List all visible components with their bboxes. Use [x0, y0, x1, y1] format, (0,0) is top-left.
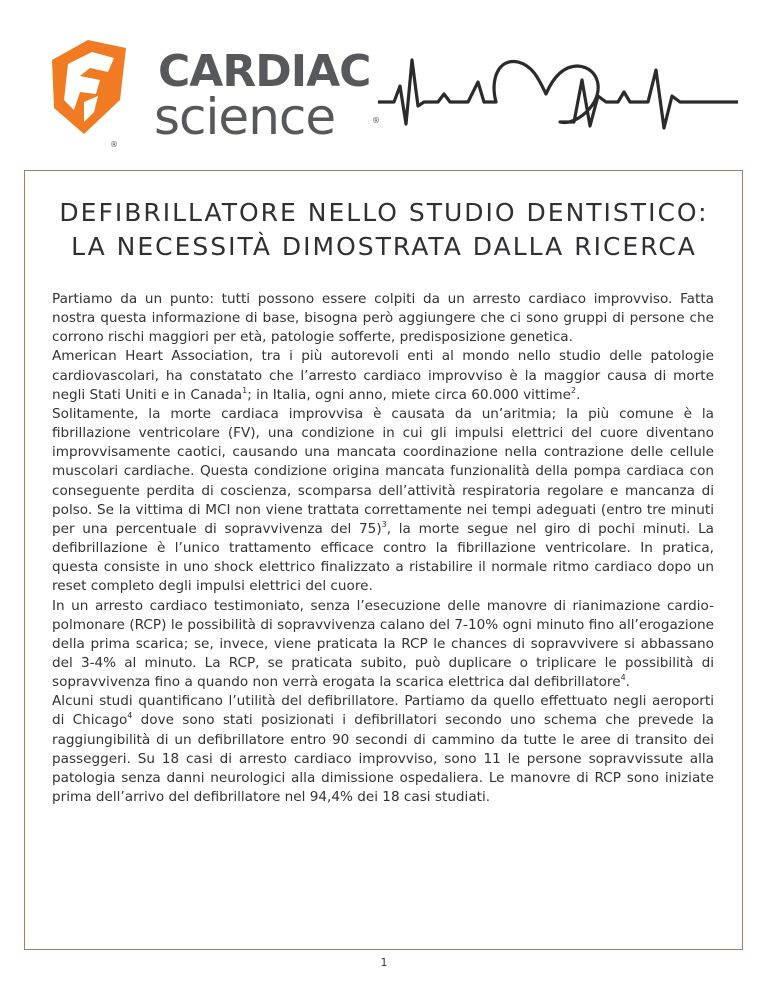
footnote-ref: 4	[620, 673, 626, 683]
title-line-1: DEFIBRILLATORE NELLO STUDIO DENTISTICO:	[59, 198, 709, 227]
article-body	[52, 290, 714, 807]
cardiac-science-logo	[44, 38, 384, 149]
paragraph-rcp: In un arresto cardiaco testimoniato, senza l’esecuzione delle manovre di rianimazione cardio-polmonare (RCP) le possibilità di sopravvivenza calano del 7-10% ogni minuto fino all’erogazione della prima scarica; se, invece, viene praticata la RCP le chances di sopravvivere si abbassano del 3-4% al minuto. La RCP, se praticata subito, può duplicare o triplicare le possibilità di sopravvivenza fino a quando non verrà erogata la scarica elettrica dal defibrillatore$^4$.	[52, 597, 714, 691]
footnote-ref: 4	[127, 711, 133, 721]
paragraph-fibrillation: Solitamente, la morte cardiaca improvvisa è causata da un’aritmia; la più comune è la fibrillazione ventricolare (FV), una condizione in cui gli impulsi elettrici del cuore diventano improvvisamente caotici, causando una mancata coordinazione nella contrazione delle cellule muscolari cardiache. Questa condizione origina mancata funzionalità della pompa cardiaca con conseguente perdita di coscienza, scomparsa dell’attività respiratoria regolare e mancanza di polso. Se la vittima di MCI non viene trattata correttamente nei tempi adeguati (entro tre minuti per una percentuale di sopravvivenza del 75)$^3$, la morte segue nel giro di pochi minuti. La defibrillazione è l’unico trattamento efficace contro la fibrillazione ventricolare. In pratica, questa consiste in uno shock elettrico finalizzato a ristabilire il normale ritmo cardiaco dopo un reset completo degli impulsi elettrici del cuore.	[52, 405, 714, 595]
brand-name-cardiac: CARDIAC	[158, 46, 371, 97]
cardiac-science-shield-icon	[44, 38, 134, 146]
paragraph-intro: Partiamo da un punto: tutti possono essere colpiti da un arresto cardiaco improvviso. Fatta nostra questa informazione di base, bisogna però aggiungere che ci sono gruppi di persone che corrono rischi maggiori per età, patologie sofferte, predisposizione genetica.	[52, 291, 714, 346]
title-line-2: LA NECESSITÀ DIMOSTRATA DALLA RICERCA	[71, 232, 697, 261]
registered-mark-shield: ®	[110, 140, 118, 149]
footnote-ref: 2	[571, 385, 577, 395]
registered-mark: ®	[372, 116, 380, 125]
article-title	[0, 196, 768, 264]
paragraph-aha: American Heart Association, tra i più autorevoli enti al mondo nello studio delle patologie cardiovascolari, ha constatato che l’arresto cardiaco improvviso è la maggior causa di morte negli Stati Uniti e in Canada$^1$; in Italia, ogni anno, miete circa 60.000 vittime$^2$.	[52, 348, 714, 403]
brand-name-science: science	[154, 88, 336, 146]
footnote-ref: 3	[381, 519, 387, 529]
page-number: 1	[380, 956, 388, 969]
paragraph-studies: Alcuni studi quantificano l’utilità del defibrillatore. Partiamo da quello effettuato negli aeroporti di Chicago$^4$ dove sono stati posizionati i defibrillatori secondo uno schema che prevede la raggiungibilità di un defibrillatore entro 90 secondi di cammino da tutte le aree di transito dei passeggeri. Su 18 casi di arresto cardiaco improvviso, sono 11 le persone sopravvissute alla patologia senza danni neurologici alla dimissione ospedaliera. Le manovre di RCP sono iniziate prima dell’arrivo del defibrillatore nel 94,4% dei 18 casi studiati.	[52, 693, 714, 806]
ecg-heart-icon	[378, 40, 738, 130]
footnote-ref: 1	[242, 385, 248, 395]
